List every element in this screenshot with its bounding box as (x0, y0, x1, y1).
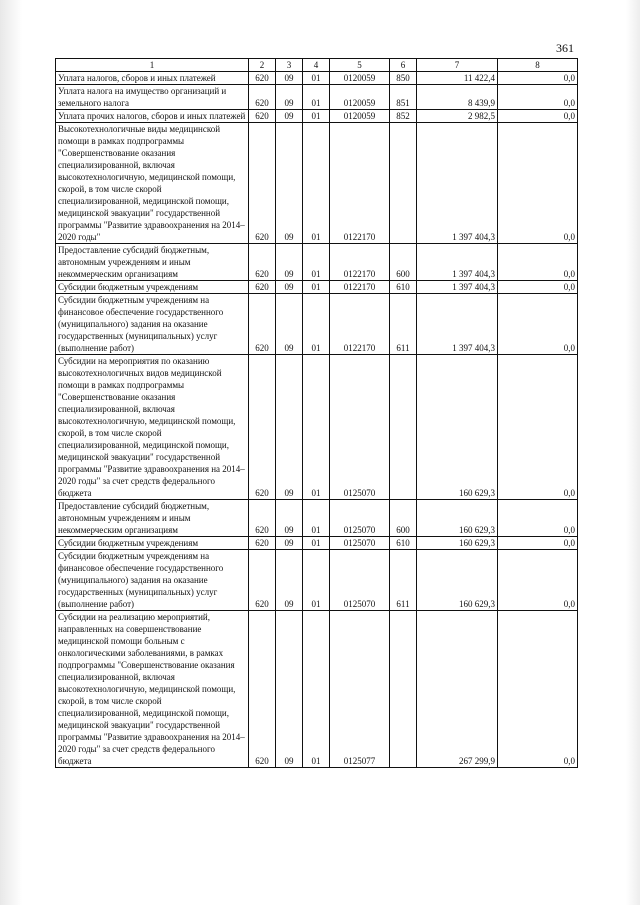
amount: 1 397 404,3 (417, 123, 498, 244)
target-code: 0120059 (330, 72, 390, 85)
subsection-code: 01 (303, 500, 330, 537)
target-code: 0122170 (330, 281, 390, 294)
amount-2: 0,0 (498, 611, 578, 768)
section-code: 09 (276, 110, 303, 123)
section-code: 09 (276, 355, 303, 500)
item-name: Субсидии на мероприятия по оказанию высокотехнологичных видов медицинской помощи в рамках подпрограммы "Совершенствование оказания специализированной, включая высокотехнологичную, медицинской помощи, скорой, в том числе скорой специализированной, медицинской помощи, медицинской эвакуации" государственной программы "Развитие здравоохранения на 2014–2020 годы" за счет средств федерального бюджета (56, 355, 249, 500)
ministry-code: 620 (249, 294, 276, 355)
column-header: 3 (276, 59, 303, 72)
amount-2: 0,0 (498, 294, 578, 355)
header-row (56, 59, 578, 72)
item-name: Субсидии бюджетным учреждениям (56, 281, 249, 294)
subsection-code: 01 (303, 550, 330, 611)
expense-type-code (390, 123, 417, 244)
table-row (56, 611, 578, 768)
amount-2: 0,0 (498, 85, 578, 110)
section-code: 09 (276, 500, 303, 537)
subsection-code: 01 (303, 244, 330, 281)
section-code: 09 (276, 294, 303, 355)
subsection-code: 01 (303, 355, 330, 500)
expense-type-code: 610 (390, 537, 417, 550)
subsection-code: 01 (303, 72, 330, 85)
item-name: Субсидии бюджетным учреждениям (56, 537, 249, 550)
table-row (56, 85, 578, 110)
amount: 160 629,3 (417, 537, 498, 550)
ministry-code: 620 (249, 355, 276, 500)
section-code: 09 (276, 72, 303, 85)
ministry-code: 620 (249, 110, 276, 123)
item-name: Предоставление субсидий бюджетным, автономным учреждениям и иным некоммерческим организациям (56, 500, 249, 537)
table-row (56, 500, 578, 537)
target-code: 0122170 (330, 123, 390, 244)
expense-type-code: 600 (390, 244, 417, 281)
expense-type-code (390, 355, 417, 500)
column-header: 4 (303, 59, 330, 72)
target-code: 0120059 (330, 85, 390, 110)
amount: 160 629,3 (417, 355, 498, 500)
table-row (56, 355, 578, 500)
table-row (56, 550, 578, 611)
target-code: 0125070 (330, 550, 390, 611)
table-row (56, 244, 578, 281)
section-code: 09 (276, 123, 303, 244)
target-code: 0125070 (330, 500, 390, 537)
column-header: 1 (56, 59, 249, 72)
expense-type-code: 600 (390, 500, 417, 537)
scan-shadow-right (626, 0, 640, 905)
column-header: 7 (417, 59, 498, 72)
section-code: 09 (276, 550, 303, 611)
subsection-code: 01 (303, 281, 330, 294)
amount: 160 629,3 (417, 550, 498, 611)
column-header: 8 (498, 59, 578, 72)
target-code: 0125070 (330, 355, 390, 500)
amount: 1 397 404,3 (417, 294, 498, 355)
ministry-code: 620 (249, 281, 276, 294)
subsection-code: 01 (303, 123, 330, 244)
amount: 2 982,5 (417, 110, 498, 123)
amount-2: 0,0 (498, 110, 578, 123)
ministry-code: 620 (249, 537, 276, 550)
expense-type-code: 611 (390, 550, 417, 611)
subsection-code: 01 (303, 537, 330, 550)
table-row (56, 281, 578, 294)
target-code: 0120059 (330, 110, 390, 123)
ministry-code: 620 (249, 244, 276, 281)
ministry-code: 620 (249, 123, 276, 244)
section-code: 09 (276, 244, 303, 281)
table-row (56, 294, 578, 355)
section-code: 09 (276, 611, 303, 768)
column-header: 6 (390, 59, 417, 72)
amount: 267 299,9 (417, 611, 498, 768)
amount-2: 0,0 (498, 355, 578, 500)
expense-type-code (390, 611, 417, 768)
page-number: 361 (556, 41, 574, 55)
item-name: Уплата налогов, сборов и иных платежей (56, 72, 249, 85)
subsection-code: 01 (303, 294, 330, 355)
column-header: 5 (330, 59, 390, 72)
item-name: Высокотехнологичные виды медицинской помощи в рамках подпрограммы "Совершенствование оказания специализированной, включая высокотехнологичную, медицинской помощи, скорой, в том числе скорой специализированной, медицинской помощи, медицинской эвакуации" государственной программы "Развитие здравоохранения на 2014–2020 годы" (56, 123, 249, 244)
table-row (56, 110, 578, 123)
target-code: 0125070 (330, 537, 390, 550)
expense-type-code: 852 (390, 110, 417, 123)
section-code: 09 (276, 281, 303, 294)
item-name: Субсидии на реализацию мероприятий, направленных на совершенствование медицинской помощи больным с онкологическими заболеваниями, в рамках подпрограммы "Совершенствование оказания специализированной, включая высокотехнологичную, медицинской помощи, скорой, в том числе скорой специализированной, медицинской помощи, медицинской эвакуации" государственной программы "Развитие здравоохранения на 2014–2020 годы" за счет средств федерального бюджета (56, 611, 249, 768)
expense-type-code: 611 (390, 294, 417, 355)
budget-table (55, 58, 578, 768)
amount: 1 397 404,3 (417, 244, 498, 281)
amount-2: 0,0 (498, 123, 578, 244)
target-code: 0122170 (330, 244, 390, 281)
item-name: Субсидии бюджетным учреждениям на финансовое обеспечение государственного (муниципального) задания на оказание государственных (муниципальных) услуг (выполнение работ) (56, 294, 249, 355)
table-row (56, 537, 578, 550)
amount-2: 0,0 (498, 72, 578, 85)
ministry-code: 620 (249, 85, 276, 110)
item-name: Предоставление субсидий бюджетным, автономным учреждениям и иным некоммерческим организациям (56, 244, 249, 281)
expense-type-code: 610 (390, 281, 417, 294)
item-name: Уплата налога на имущество организаций и земельного налога (56, 85, 249, 110)
subsection-code: 01 (303, 110, 330, 123)
target-code: 0122170 (330, 294, 390, 355)
amount: 1 397 404,3 (417, 281, 498, 294)
ministry-code: 620 (249, 72, 276, 85)
subsection-code: 01 (303, 611, 330, 768)
section-code: 09 (276, 537, 303, 550)
expense-type-code: 850 (390, 72, 417, 85)
table-row (56, 72, 578, 85)
table-row (56, 123, 578, 244)
amount: 11 422,4 (417, 72, 498, 85)
expense-type-code: 851 (390, 85, 417, 110)
amount-2: 0,0 (498, 244, 578, 281)
subsection-code: 01 (303, 85, 330, 110)
ministry-code: 620 (249, 550, 276, 611)
amount: 160 629,3 (417, 500, 498, 537)
ministry-code: 620 (249, 500, 276, 537)
amount: 8 439,9 (417, 85, 498, 110)
target-code: 0125077 (330, 611, 390, 768)
section-code: 09 (276, 85, 303, 110)
amount-2: 0,0 (498, 537, 578, 550)
item-name: Субсидии бюджетным учреждениям на финансовое обеспечение государственного (муниципального) задания на оказание государственных (муниципальных) услуг (выполнение работ) (56, 550, 249, 611)
amount-2: 0,0 (498, 550, 578, 611)
amount-2: 0,0 (498, 500, 578, 537)
ministry-code: 620 (249, 611, 276, 768)
column-header: 2 (249, 59, 276, 72)
item-name: Уплата прочих налогов, сборов и иных платежей (56, 110, 249, 123)
scan-shadow-left (0, 0, 22, 905)
amount-2: 0,0 (498, 281, 578, 294)
